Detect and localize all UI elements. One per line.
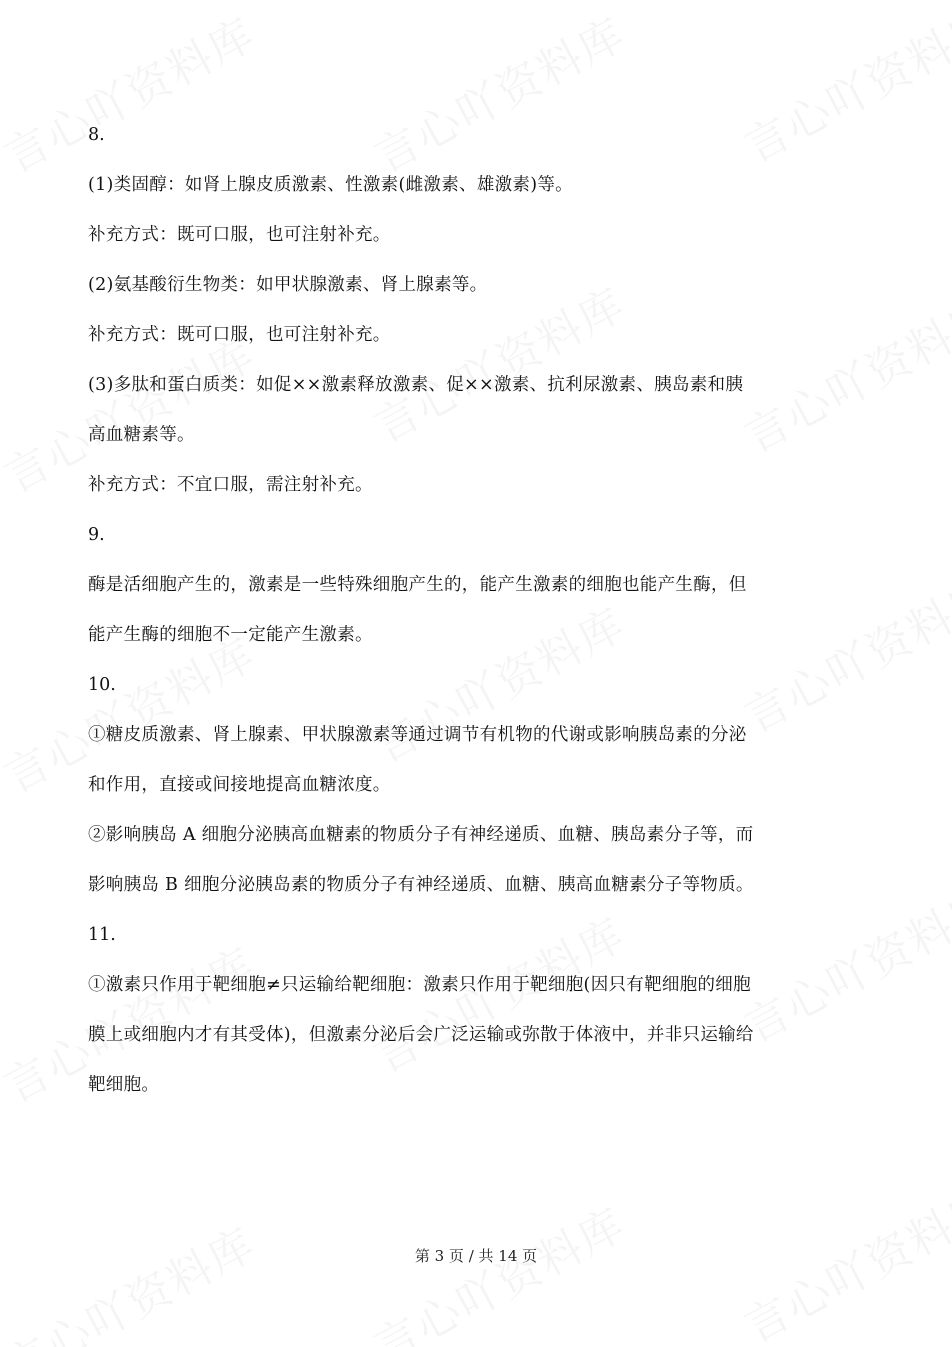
paragraph-line: (1)类固醇：如肾上腺皮质激素、性激素(雌激素、雄激素)等。 <box>88 175 573 195</box>
paragraph-line: (3)多肽和蛋白质类：如促××激素释放激素、促××激素、抗利尿激素、胰岛素和胰 <box>88 375 744 395</box>
paragraph-line: (2)氨基酸衍生物类：如甲状腺激素、肾上腺素等。 <box>88 275 488 295</box>
paragraph-line: 和作用，直接或间接地提高血糖浓度。 <box>88 775 391 795</box>
paragraph-line: 补充方式：既可口服，也可注射补充。 <box>88 325 391 345</box>
item-number: 11. <box>88 925 116 945</box>
item-number: 9. <box>88 525 105 545</box>
paragraph-line: 影响胰岛 B 细胞分泌胰岛素的物质分子有神经递质、血糖、胰高血糖素分子等物质。 <box>88 875 754 895</box>
paragraph-line: 补充方式：既可口服，也可注射补充。 <box>88 225 391 245</box>
paragraph-line: 膜上或细胞内才有其受体)，但激素分泌后会广泛运输或弥散于体液中，并非只运输给 <box>88 1025 754 1045</box>
item-number: 10. <box>88 675 116 695</box>
paragraph-line: 靶细胞。 <box>88 1075 160 1095</box>
watermark <box>361 1189 635 1347</box>
paragraph-line: 补充方式：不宜口服，需注射补充。 <box>88 475 373 495</box>
paragraph-line: ②影响胰岛 A 细胞分泌胰高血糖素的物质分子有神经递质、血糖、胰岛素分子等，而 <box>88 825 754 845</box>
item-number: 8. <box>88 125 105 145</box>
paragraph-line: ①激素只作用于靶细胞≠只运输给靶细胞：激素只作用于靶细胞(因只有靶细胞的细胞 <box>88 975 751 995</box>
paragraph-line: 能产生酶的细胞不一定能产生激素。 <box>88 625 373 645</box>
paragraph-line: 酶是活细胞产生的，激素是一些特殊细胞产生的，能产生激素的细胞也能产生酶，但 <box>88 575 747 595</box>
page-footer: 第 3 页 / 共 14 页 <box>414 1247 538 1265</box>
watermark <box>0 1209 265 1347</box>
paragraph-line: 高血糖素等。 <box>88 425 195 445</box>
paragraph-line: ①糖皮质激素、肾上腺素、甲状腺激素等通过调节有机物的代谢或影响胰岛素的分泌 <box>88 725 747 745</box>
document-body <box>88 122 868 1122</box>
